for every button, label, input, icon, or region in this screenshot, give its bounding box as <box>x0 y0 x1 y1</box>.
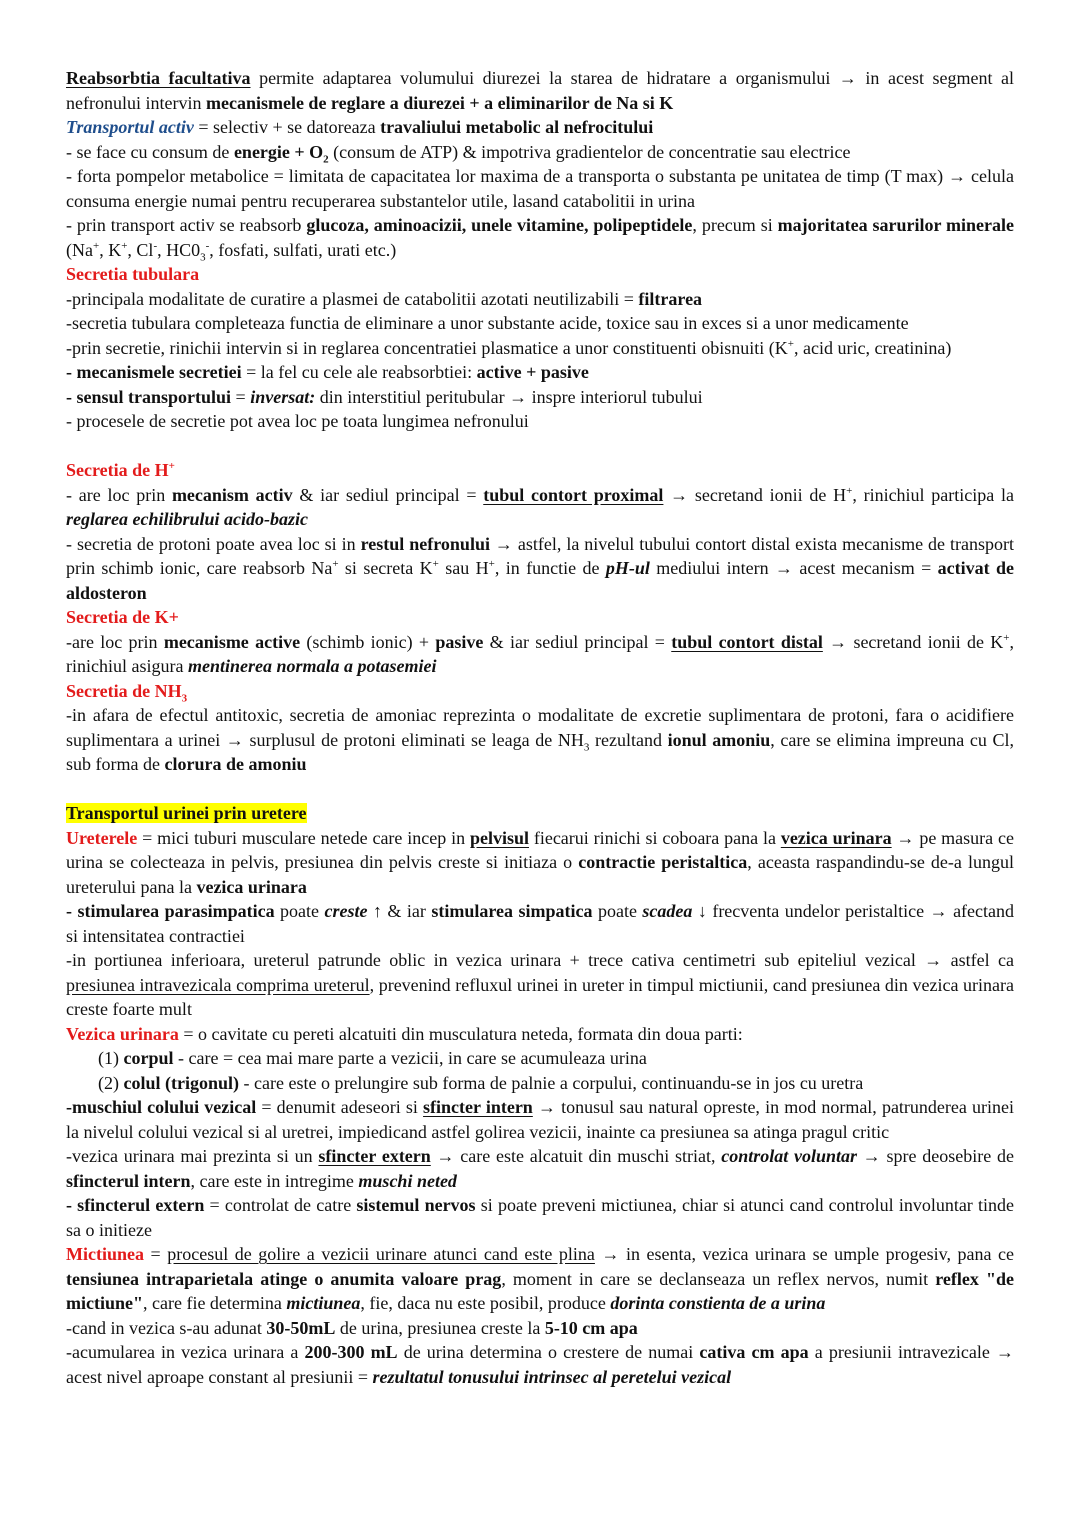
paragraph <box>66 213 1014 262</box>
text-run: = la fel cu cele ale reabsorbtiei: <box>241 362 477 382</box>
text-run: - care este o prelungire sub forma de palnie a corpului, continuandu-se in jos cu uretra <box>239 1072 864 1093</box>
text-run: (Na <box>66 239 93 260</box>
paragraph <box>66 532 1014 606</box>
text-run: - secretia de protoni poate avea loc si in <box>66 533 361 554</box>
paragraph <box>66 311 1014 336</box>
text-run: & iar sediul principal = <box>292 484 484 505</box>
text-run: , in functie de <box>494 558 606 578</box>
text-run: & iar sediul principal = <box>483 631 672 652</box>
text-run: poate <box>592 901 643 921</box>
paragraph <box>66 1242 1014 1316</box>
text-run: Reabsorbtia facultativa <box>66 68 251 88</box>
text-run: Transportul activ <box>66 117 194 137</box>
text-run: colul (trigonul) <box>123 1072 239 1093</box>
text-run: + <box>121 239 128 252</box>
text-run: 200-300 mL <box>304 1342 398 1362</box>
section-heading <box>66 1022 1014 1047</box>
text-run: - sfincterul extern <box>66 1195 205 1215</box>
section-heading <box>66 679 1014 704</box>
text-run: de urina, presiunea creste la <box>335 1317 545 1338</box>
text-run: Secretia de K+ <box>66 607 179 627</box>
text-run: , prevenind refluxul urinei in ureter in timpul mictiunii, cand presiunea din vezica urinara creste foarte mult <box>66 974 1014 1019</box>
text-run: , aceasta raspandindu-se de-a lungul ureterului pana la <box>66 852 1014 897</box>
paragraph <box>66 140 1014 165</box>
text-run: + <box>432 558 439 570</box>
paragraph <box>66 164 1014 213</box>
text-run: (consum de ATP) & impotriva gradientelor de concentratie sau electrice <box>328 141 851 162</box>
text-run: , care este in intregime <box>190 1170 359 1191</box>
text-run: (schimb ionic) + <box>300 631 436 652</box>
text-run: -vezica urinara mai prezinta si un <box>66 1146 319 1166</box>
list-item <box>66 1071 1014 1096</box>
text-run: - se face cu consum de <box>66 141 234 162</box>
text-run: + <box>92 239 100 252</box>
text-run: a presiunii intravezicale → acest nivel aproape constant al presiunii = <box>66 1342 1015 1387</box>
text-run: - mecanismele secretiei <box>66 362 242 382</box>
text-run: mictiunea <box>286 1293 361 1313</box>
text-run: pasive <box>435 631 484 652</box>
text-run: din interstitiul peritubular → inspre interiorul tubului <box>315 386 703 407</box>
text-run: stimularea simpatica <box>431 901 593 921</box>
text-run: si secreta K <box>338 558 433 578</box>
text-run: -principala modalitate de curatire a plasmei de catabolitii azotati neutilizabili = <box>66 288 639 309</box>
paragraph <box>66 948 1014 1022</box>
text-run: presiunea intravezicala comprima ureterul <box>66 974 370 995</box>
text-run: Secretia de NH <box>66 680 182 701</box>
paragraph <box>66 1095 1014 1144</box>
text-run: (2) <box>98 1072 124 1093</box>
text-run: tubul contort distal <box>671 631 823 652</box>
list-item <box>66 1046 1014 1071</box>
text-run: pelvisul <box>469 827 529 848</box>
section-heading <box>66 605 1014 630</box>
text-run: scadea <box>642 901 693 921</box>
text-run: , Cl <box>127 239 154 260</box>
text-run: Vezica urinara <box>66 1023 179 1044</box>
text-run: filtrarea <box>638 288 703 309</box>
text-run: - sensul transportului <box>66 386 232 407</box>
text-run: mediului intern → acest mecanism = <box>649 558 938 578</box>
text-run: mecanisme active <box>163 631 301 652</box>
text-run: vezica urinara <box>196 876 307 897</box>
text-run: = <box>144 1244 168 1264</box>
text-run: 5-10 cm apa <box>544 1317 638 1338</box>
section-heading <box>66 801 1014 826</box>
paragraph <box>66 385 1014 410</box>
text-run: - are loc prin <box>66 484 172 505</box>
text-run: -in afara de efectul antitoxic, secretia de amoniac reprezinta o modalitate de excretie suplimentara de protoni, fara o acidifiere suplimentara a urinei → surplusul de protoni eliminati se leaga de NH <box>66 705 1014 750</box>
text-run: sfincter extern <box>318 1146 431 1166</box>
text-run: - procesele de secretie pot avea loc pe toata lungimea nefronului <box>66 411 529 431</box>
text-run: 3 <box>200 251 206 264</box>
text-run: (1) <box>98 1048 124 1068</box>
text-run: , moment in care se declanseaza un reflex nervos, numit <box>501 1268 936 1289</box>
text-run: , care se elimina impreuna cu Cl, sub forma de <box>66 729 1014 774</box>
text-run: permite adaptarea volumului diurezei la starea de hidratare a organismului → in acest segment al nefronului intervin <box>66 68 1014 113</box>
text-run: + <box>488 558 495 570</box>
text-run: - prin transport activ se reabsorb <box>66 215 307 235</box>
text-run: ↓ frecventa undelor peristaltice → afectand si intensitatea contractiei <box>66 901 1015 946</box>
paragraph <box>66 1144 1014 1193</box>
text-run: pH-ul <box>605 558 650 578</box>
paragraph <box>66 1193 1014 1242</box>
text-run: rezultatul tonusului intrinsec al peretelui vezical <box>372 1366 732 1387</box>
paragraph <box>66 1316 1014 1341</box>
text-run: -acumularea in vezica urinara a <box>66 1342 305 1362</box>
text-run: Ureterele <box>66 827 138 848</box>
text-run: = mici tuburi musculare netede care incep in <box>137 827 470 848</box>
text-run: - <box>205 239 210 252</box>
section-heading <box>66 458 1014 483</box>
text-run: - forta pompelor metabolice = limitata de capacitatea lor maxima de a transporta o substanta pe unitatea de timp (T max) → celula consuma energie numai pentru recuperarea substantelor utile, lasand catabolitii in urina <box>66 166 1014 211</box>
text-run: , acid uric, creatinina) <box>793 337 952 358</box>
text-run: → secretand ionii de H <box>663 484 847 505</box>
text-run: Secretia tubulara <box>66 264 200 284</box>
text-run: si poate preveni mictiunea, chiar si atunci cand controlul involuntar tinde sa o initieze <box>66 1195 1014 1240</box>
text-run: , rinichiul asigura <box>66 631 1014 676</box>
paragraph <box>66 483 1014 532</box>
text-run: -prin secretie, rinichii intervin si in reglarea concentratiei plasmatice a unor constituenti obisnuiti (K <box>66 337 788 358</box>
text-run: → pe masura ce urina se colecteaza in pelvis, presiunea din pelvis creste si initiaza o <box>66 827 1014 872</box>
text-run: Mictiunea <box>66 1244 144 1264</box>
text-run: poate <box>274 901 325 921</box>
paragraph <box>66 360 1014 385</box>
paragraph <box>66 336 1014 361</box>
text-run: + <box>1003 631 1010 644</box>
text-run: - stimularea parasimpatica <box>66 901 275 921</box>
text-run: → in esenta, vezica urinara se umple progesiv, pana ce <box>594 1244 1014 1264</box>
text-run: sfincterul intern <box>66 1170 191 1191</box>
text-run: activat de aldosteron <box>66 558 1015 603</box>
paragraph <box>66 826 1014 900</box>
text-run: 3 <box>181 692 188 705</box>
text-run: travaliului metabolic al nefrocitului <box>380 117 654 137</box>
text-run: restul nefronului <box>360 533 490 554</box>
text-run: + <box>332 558 339 570</box>
text-run: , precum si <box>692 215 778 235</box>
text-run: Transportul urinei prin uretere <box>66 803 307 823</box>
text-run: reflex "de mictiune" <box>66 1268 1014 1313</box>
text-run: active + pasive <box>476 362 589 382</box>
text-run: sau H <box>438 558 489 578</box>
text-run: , fosfati, sulfati, urati etc.) <box>209 239 397 260</box>
text-run: Secretia de H <box>66 460 169 480</box>
text-run: = denumit adeseori si <box>256 1097 424 1117</box>
text-run: dorinta constienta de a urina <box>610 1293 826 1313</box>
paragraph <box>66 66 1014 115</box>
text-run: ionul amoniu <box>667 729 771 750</box>
text-run: → spre deosebire de <box>857 1146 1014 1166</box>
text-run: ↑ & iar <box>367 901 432 921</box>
text-run: 2 <box>323 153 329 166</box>
paragraph <box>66 630 1014 679</box>
text-run: → tonusul sau natural opreste, in mod normal, patrunderea urinei la nivelul colului vezical si al uretrei, impiedicand astfel golirea vezicii, inainte ca presiunea sa atinga pragul critic <box>66 1097 1015 1142</box>
text-run: cativa cm apa <box>699 1342 809 1362</box>
paragraph <box>66 703 1014 777</box>
text-run: + <box>787 337 794 350</box>
text-run: contractie peristaltica <box>578 852 748 872</box>
text-run: creste <box>324 901 368 921</box>
text-run: → astfel, la nivelul tubului contort distal exista mecanisme de transport prin schimb ionic, care reabsorb Na <box>66 533 1014 578</box>
text-run: energie + O <box>233 141 324 162</box>
paragraph <box>66 287 1014 312</box>
text-run: , K <box>99 239 122 260</box>
text-run: = <box>231 386 251 407</box>
blank-line <box>66 777 1014 802</box>
text-run: mecanism activ <box>171 484 293 505</box>
text-run: mecanismele de reglare a diurezei + a eliminarilor de Na si K <box>205 92 674 113</box>
text-run: + <box>846 484 853 497</box>
text-run: reglarea echilibrului acido-bazic <box>66 509 308 529</box>
text-run: majoritatea sarurilor minerale <box>777 215 1015 235</box>
text-run: - care = cea mai mare parte a vezicii, in care se acumuleaza urina <box>173 1048 647 1068</box>
text-run: muschi neted <box>358 1170 457 1191</box>
text-run: 3 <box>583 741 590 754</box>
text-run: = selectiv + se datoreaza <box>193 117 381 137</box>
text-run: = o cavitate cu pereti alcatuiti din musculatura neteda, formata din doua parti: <box>178 1023 743 1044</box>
blank-line <box>66 434 1014 459</box>
text-run: , care fie determina <box>142 1293 287 1313</box>
text-run: tubul contort proximal <box>483 484 664 505</box>
text-run: , HC0 <box>157 239 201 260</box>
text-run: mentinerea normala a potasemiei <box>187 656 437 676</box>
text-run: fiecarui rinichi si coboara pana la <box>528 827 781 848</box>
text-run: rezultand <box>589 729 668 750</box>
text-run: tensiunea intraparietala atinge o anumita valoare prag <box>66 1268 502 1289</box>
paragraph <box>66 1340 1014 1389</box>
text-run: -muschiul colului vezical <box>66 1097 257 1117</box>
paragraph <box>66 899 1014 948</box>
text-run: sfincter intern <box>423 1097 533 1117</box>
text-run: -are loc prin <box>66 631 164 652</box>
text-run: -in portiunea inferioara, ureterul patrunde oblic in vezica urinara + trece cativa centimetri sub epiteliul vezical → astfel ca <box>66 950 1014 970</box>
text-run: inversat: <box>250 386 316 407</box>
text-run: + <box>168 460 175 472</box>
text-run: -secretia tubulara completeaza functia de eliminare a unor substante acide, toxice sau in exces si a unor medicamente <box>66 313 909 333</box>
paragraph <box>66 409 1014 434</box>
text-run: de urina determina o crestere de numai <box>397 1342 700 1362</box>
text-run: - <box>153 239 158 252</box>
text-run: clorura de amoniu <box>164 754 307 774</box>
text-run: -cand in vezica s-au adunat <box>66 1317 267 1338</box>
text-run: , fie, daca nu este posibil, produce <box>360 1293 611 1313</box>
text-run: = controlat de catre <box>204 1195 357 1215</box>
text-run: 30-50mL <box>266 1317 336 1338</box>
text-run: vezica urinara <box>780 827 892 848</box>
text-run: , rinichiul participa la <box>852 484 1015 505</box>
paragraph <box>66 115 1014 140</box>
text-run: → care este alcatuit din muschi striat, <box>430 1146 722 1166</box>
text-run: procesul de golire a vezicii urinare atunci cand este plina <box>167 1244 595 1264</box>
text-run: corpul <box>123 1048 174 1068</box>
text-run: glucoza, aminoacizii, unele vitamine, polipeptidele <box>306 215 693 235</box>
text-run: sistemul nervos <box>356 1195 476 1215</box>
text-run: controlat voluntar <box>721 1146 858 1166</box>
text-run: → secretand ionii de K <box>822 631 1004 652</box>
section-heading <box>66 262 1014 287</box>
